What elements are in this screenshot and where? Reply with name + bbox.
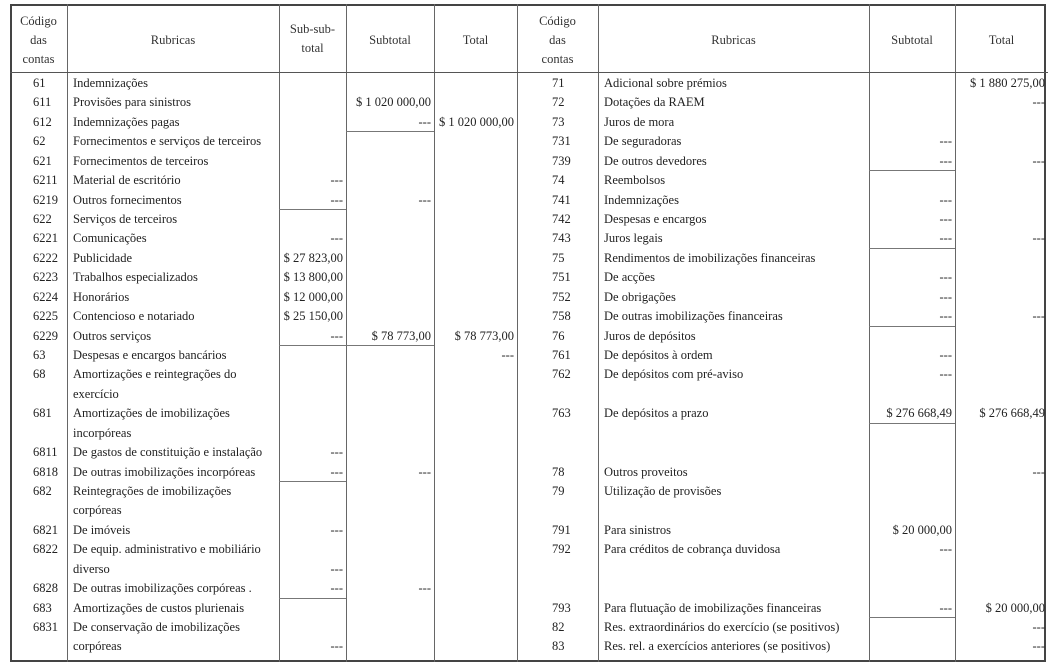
account-code: 72	[552, 95, 565, 110]
left-header-code	[10, 12, 67, 69]
account-label: Para sinistros	[604, 522, 672, 537]
account-label: Despesas e encargos	[604, 212, 707, 226]
account-code: 761	[552, 348, 571, 363]
column-divider	[869, 4, 870, 662]
header-code-line: contas	[541, 52, 574, 66]
account-code: 752	[552, 289, 571, 304]
header-code-line: Código	[539, 14, 576, 28]
right-header-rubricas: Rubricas	[711, 33, 756, 47]
right-header-subtotal: Subtotal	[891, 33, 933, 47]
subtotal-value: $ 20 000,00	[892, 522, 952, 537]
account-label: Indemnizações	[604, 192, 679, 207]
subtotal-separator	[869, 617, 955, 618]
header-code-line: Código	[20, 14, 57, 28]
account-label: Material de escritório	[73, 173, 181, 188]
account-label: Res. extraordinários do exercício (se positivos)	[604, 620, 840, 635]
total-value: ---	[1032, 153, 1045, 168]
subtotal-value: ---	[939, 134, 952, 149]
subsub-value: ---	[330, 639, 343, 654]
subtotal-separator	[869, 170, 955, 171]
left-header-rubricas: Rubricas	[150, 33, 196, 47]
account-label: corpóreas	[73, 639, 122, 654]
account-code: 683	[33, 600, 52, 615]
left-header-subtotal: Subtotal	[369, 33, 411, 47]
subsub-value: ---	[330, 581, 343, 596]
account-label: Publicidade	[73, 250, 133, 265]
account-code: 758	[552, 309, 571, 324]
account-label: De gastos de constituição e instalação	[73, 445, 263, 460]
subsub-value: ---	[330, 445, 343, 460]
account-label: De outras imobilizações corpóreas .	[73, 581, 252, 596]
account-label: Utilização de provisões	[604, 484, 722, 499]
account-label: Juros legais	[604, 231, 663, 246]
account-code: 6821	[33, 522, 58, 537]
account-code: 82	[552, 620, 565, 635]
account-code: 611	[33, 95, 52, 110]
account-code: 621	[33, 153, 52, 168]
account-code: 61	[33, 76, 46, 90]
account-label: Indemnizações pagas	[73, 114, 180, 129]
total-value: $ 1 020 000,00	[439, 114, 514, 129]
subsub-value: ---	[330, 464, 343, 479]
account-label: Amortizações de custos plurienais	[73, 600, 245, 615]
account-label: Serviços de terceiros	[73, 212, 178, 226]
header-code-line: contas	[22, 52, 55, 66]
account-label: De depósitos com pré-aviso	[604, 367, 744, 382]
subtotal-value: ---	[939, 270, 952, 285]
right-header-code	[517, 12, 598, 69]
header-code-line: das	[30, 33, 47, 47]
subtotal-separator	[346, 131, 434, 132]
account-code: 62	[33, 134, 46, 149]
account-code: 612	[33, 114, 52, 129]
account-code: 681	[33, 406, 52, 421]
account-code: 682	[33, 484, 52, 499]
subsub-separator	[279, 345, 346, 346]
account-label: Outros serviços	[73, 328, 152, 343]
account-code: 762	[552, 367, 571, 382]
account-code: 792	[552, 542, 571, 557]
account-label: Juros de mora	[604, 114, 675, 129]
subtotal-value: ---	[939, 231, 952, 246]
account-code: 743	[552, 231, 571, 246]
account-code: 6811	[33, 445, 58, 460]
subsub-value: ---	[330, 231, 343, 246]
account-label: De obrigações	[604, 289, 676, 304]
account-code: 83	[552, 639, 565, 654]
account-code: 78	[552, 464, 565, 479]
account-label: Indemnizações	[73, 76, 148, 90]
subtotal-value: ---	[939, 309, 952, 324]
account-code: 73	[552, 114, 565, 129]
header-divider	[10, 72, 1048, 73]
account-label: Trabalhos especializados	[73, 270, 198, 285]
account-label: Res. rel. a exercícios anteriores (se positivos)	[604, 639, 831, 654]
account-code: 6822	[33, 542, 58, 557]
subtotal-value: ---	[418, 114, 431, 129]
account-code: 741	[552, 192, 571, 207]
subtotal-value: ---	[939, 367, 952, 382]
account-code: 6223	[33, 270, 58, 285]
column-divider	[67, 4, 68, 662]
account-code: 763	[552, 406, 571, 421]
account-code: 622	[33, 212, 52, 226]
total-value: $ 276 668,49	[979, 406, 1045, 421]
total-value: ---	[1032, 231, 1045, 246]
subtotal-value: ---	[939, 153, 952, 168]
subtotal-value: ---	[418, 464, 431, 479]
account-label: Para créditos de cobrança duvidosa	[604, 542, 781, 557]
account-label: Honorários	[73, 289, 130, 304]
account-label: Adicional sobre prémios	[604, 76, 727, 90]
subsub-value: $ 25 150,00	[283, 309, 343, 324]
account-label: De depósitos à ordem	[604, 348, 713, 363]
total-value: $ 1 880 275,00	[970, 76, 1045, 90]
account-code: 6229	[33, 328, 58, 343]
subtotal-value: ---	[939, 192, 952, 207]
total-value: ---	[1032, 95, 1045, 110]
subtotal-value: $ 276 668,49	[886, 406, 952, 421]
subtotal-separator	[346, 345, 434, 346]
subsub-value: ---	[330, 522, 343, 537]
account-label: exercício	[73, 386, 119, 401]
account-code: 75	[552, 250, 565, 265]
account-label: Reintegrações de imobilizações	[73, 484, 232, 499]
account-code: 71	[552, 76, 565, 90]
subtotal-value: ---	[939, 348, 952, 363]
account-code: 791	[552, 522, 571, 537]
account-label: Amortizações de imobilizações	[73, 406, 230, 421]
account-label: De equip. administrativo e mobiliário	[73, 542, 261, 557]
total-value: ---	[501, 348, 514, 363]
subsub-value: ---	[330, 192, 343, 207]
subsub-separator	[279, 209, 346, 210]
left-header-subsubtotal	[279, 20, 346, 58]
account-code: 74	[552, 173, 565, 188]
account-code: 739	[552, 153, 571, 168]
account-label: Para flutuação de imobilizações financeiras	[604, 600, 822, 615]
account-code: 6224	[33, 289, 58, 304]
account-code: 742	[552, 212, 571, 226]
subtotal-value: $ 78 773,00	[371, 328, 431, 343]
account-label: Reembolsos	[604, 173, 666, 188]
account-code: 6828	[33, 581, 58, 596]
header-code-line: das	[549, 33, 566, 47]
total-value: $ 20 000,00	[985, 600, 1045, 615]
subtotal-value: ---	[939, 289, 952, 304]
account-code: 68	[33, 367, 46, 382]
subtotal-separator	[869, 326, 955, 327]
account-label: Fornecimentos e serviços de terceiros	[73, 134, 262, 149]
subsub-value: ---	[330, 561, 343, 576]
subsub-separator	[279, 481, 346, 482]
account-label: Juros de depósitos	[604, 328, 696, 343]
account-label: Provisões para sinistros	[73, 95, 192, 110]
account-code: 79	[552, 484, 565, 499]
header-subsub-line: Sub-sub-	[289, 22, 336, 36]
account-label: Comunicações	[73, 231, 147, 246]
total-value: ---	[1032, 639, 1045, 654]
left-header-total: Total	[462, 33, 489, 47]
account-label: Outros proveitos	[604, 464, 688, 479]
subsub-value: $ 12 000,00	[283, 289, 343, 304]
header-subsub-line: total	[301, 41, 324, 55]
account-code: 76	[552, 328, 565, 343]
account-code: 6818	[33, 464, 58, 479]
account-code: 63	[33, 348, 46, 363]
account-code: 6221	[33, 231, 58, 246]
subtotal-separator	[869, 248, 955, 249]
total-value: ---	[1032, 464, 1045, 479]
account-code: 6831	[33, 620, 58, 635]
subtotal-value: ---	[418, 581, 431, 596]
total-value: ---	[1032, 309, 1045, 324]
account-code: 6225	[33, 309, 58, 324]
account-code: 6222	[33, 250, 58, 265]
account-code: 6219	[33, 192, 58, 207]
account-label: De imóveis	[73, 522, 131, 537]
account-code: 731	[552, 134, 571, 149]
account-label: Amortizações e reintegrações do	[73, 367, 237, 382]
account-code: 6211	[33, 173, 58, 188]
subtotal-value: ---	[939, 542, 952, 557]
subsub-value: ---	[330, 328, 343, 343]
account-label: De acções	[604, 270, 656, 285]
account-label: De outras imobilizações financeiras	[604, 309, 783, 324]
column-divider	[598, 4, 599, 662]
account-label: corpóreas	[73, 503, 122, 518]
subtotal-value: $ 1 020 000,00	[356, 95, 431, 110]
account-label: Contencioso e notariado	[73, 309, 195, 324]
account-label: incorpóreas	[73, 425, 132, 440]
subsub-value: $ 13 800,00	[283, 270, 343, 285]
subtotal-value: ---	[939, 600, 952, 615]
subtotal-separator	[869, 423, 955, 424]
account-label: De outros devedores	[604, 153, 707, 168]
account-label: Dotações da RAEM	[604, 95, 705, 110]
subsub-value: ---	[330, 173, 343, 188]
total-value: ---	[1032, 620, 1045, 635]
account-label: Despesas e encargos bancários	[73, 348, 227, 363]
total-value: $ 78 773,00	[454, 328, 514, 343]
account-label: Rendimentos de imobilizações financeiras	[604, 250, 816, 265]
account-label: De outras imobilizações incorpóreas	[73, 464, 256, 479]
account-label: De seguradoras	[604, 134, 682, 149]
right-header-total: Total	[988, 33, 1015, 47]
account-label: De depósitos a prazo	[604, 406, 709, 421]
subsub-separator	[279, 598, 346, 599]
account-code: 793	[552, 600, 571, 615]
subtotal-value: ---	[418, 192, 431, 207]
subsub-value: $ 27 823,00	[283, 250, 343, 265]
column-divider	[517, 4, 518, 662]
account-label: Outros fornecimentos	[73, 192, 182, 207]
account-label: Fornecimentos de terceiros	[73, 153, 209, 168]
account-code: 751	[552, 270, 571, 285]
account-label: diverso	[73, 561, 110, 576]
account-label: De conservação de imobilizações	[73, 620, 240, 635]
subtotal-value: ---	[939, 212, 952, 226]
